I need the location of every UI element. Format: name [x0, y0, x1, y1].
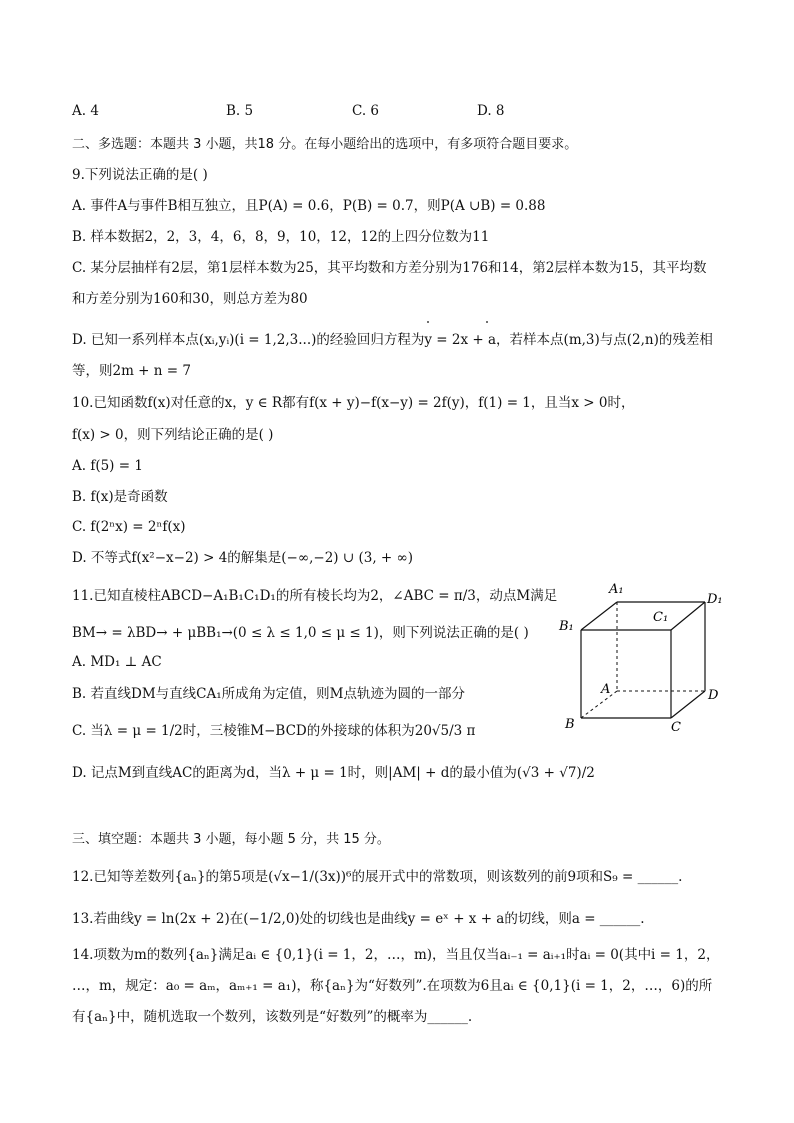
q10-option-b: B. f(x)是奇函数 [72, 489, 168, 505]
q9-option-c-line1: C. 某分层抽样有2层，第1层样本数为25，其平均数和方差分别为176和14，第2层样本数为15，其平均数 [72, 260, 707, 276]
q11-option-c: C. 当λ = μ = 1/2时，三棱锥M−BCD的外接球的体积为20√5/3 π [72, 723, 476, 739]
q9-option-c-line2: 和方差分别为160和30，则总方差为80 [72, 291, 308, 307]
hat-mark [486, 321, 488, 323]
q12-text: 12.已知等差数列{aₙ}的第5项是(√x−1/(3x))⁶的展开式中的常数项，则该数列的前9项和S₉ = ______. [72, 869, 683, 885]
vertex-label-c: C [671, 720, 681, 735]
hat-mark [427, 321, 429, 323]
q10-stem-line2: f(x) > 0，则下列结论正确的是( ) [72, 427, 274, 443]
q14-line2: …，m，规定：a₀ = aₘ，aₘ₊₁ = a₁)，称{aₙ}为“好数列”.在项数为6且aᵢ ∈ {0,1}(i = 1，2，…，6)的所 [72, 978, 713, 994]
section2-header: 二、多选题：本题共 3 小题，共18 分。在每小题给出的选项中，有多项符合题目要求。 [72, 137, 578, 152]
q11-option-b: B. 若直线DM与直线CA₁所成角为定值，则M点轨迹为圆的一部分 [72, 686, 465, 702]
q9-option-a: A. 事件A与事件B相互独立，且P(A) = 0.6，P(B) = 0.7，则P(A ∪B) = 0.88 [72, 198, 546, 214]
section3-header: 三、填空题：本题共 3 小题，每小题 5 分，共 15 分。 [72, 832, 390, 847]
q11-option-d: D. 记点M到直线AC的距离为d，当λ + μ = 1时，则|AM| + d的最小值为(√3 + √7)/2 [72, 765, 595, 781]
q11-option-a: A. MD₁ ⊥ AC [72, 654, 162, 670]
vertex-label-c1: C₁ [653, 610, 669, 625]
q9-option-d-line2: 等，则2m + n = 7 [72, 363, 191, 379]
q9-option-d-line1: D. 已知一系列样本点(xᵢ,yᵢ)(i = 1,2,3...)的经验回归方程为y = 2x + a，若样本点(m,3)与点(2,n)的残差相 [72, 332, 713, 348]
q10-stem-line1: 10.已知函数f(x)对任意的x，y ∈ R都有f(x + y)−f(x−y) = 2f(y)，f(1) = 1，且当x > 0时， [72, 395, 635, 411]
q11-stem-line2: BM→ = λBD→ + μBB₁→(0 ≤ λ ≤ 1,0 ≤ μ ≤ 1)，则下列说法正确的是( ) [72, 625, 529, 641]
q8-option-c: C. 6 [352, 103, 380, 119]
q8-option-d: D. 8 [477, 103, 505, 119]
q8-options [72, 103, 712, 123]
q9-option-b: B. 样本数据2，2，3，4，6，8，9，10，12，12的上四分位数为11 [72, 229, 490, 245]
vertex-label-d1: D₁ [707, 592, 723, 607]
q14-line1: 14.项数为m的数列{aₙ}满足aᵢ ∈ {0,1}(i = 1，2，…，m)，当且仅当aᵢ₋₁ = aᵢ₊₁时aᵢ = 0(其中i = 1，2， [72, 947, 720, 963]
q13-text: 13.若曲线y = ln(2x + 2)在(−1/2,0)处的切线也是曲线y = eˣ + x + a的切线，则a = ______. [72, 911, 645, 927]
q10-option-a: A. f(5) = 1 [72, 458, 143, 474]
prism-figure [555, 575, 735, 745]
q14-line3: 有{aₙ}中，随机选取一个数列，该数列是“好数列”的概率为______. [72, 1009, 473, 1025]
q9-stem: 9.下列说法正确的是( ) [72, 167, 208, 183]
vertex-label-a: A [601, 682, 611, 697]
vertex-label-a1: A₁ [609, 582, 624, 597]
vertex-label-b1: B₁ [559, 619, 574, 634]
vertex-label-d: D [708, 688, 719, 703]
q10-option-d: D. 不等式f(x²−x−2) > 4的解集是(−∞,−2) ∪ (3, + ∞) [72, 550, 414, 566]
q10-option-c: C. f(2ⁿx) = 2ⁿf(x) [72, 519, 186, 535]
vertex-label-b: B [565, 717, 575, 732]
q11-stem-line1: 11.已知直棱柱ABCD−A₁B₁C₁D₁的所有棱长均为2，∠ABC = π/3，动点M满足 [72, 588, 558, 604]
q8-option-a: A. 4 [72, 103, 99, 119]
q8-option-b: B. 5 [226, 103, 254, 119]
